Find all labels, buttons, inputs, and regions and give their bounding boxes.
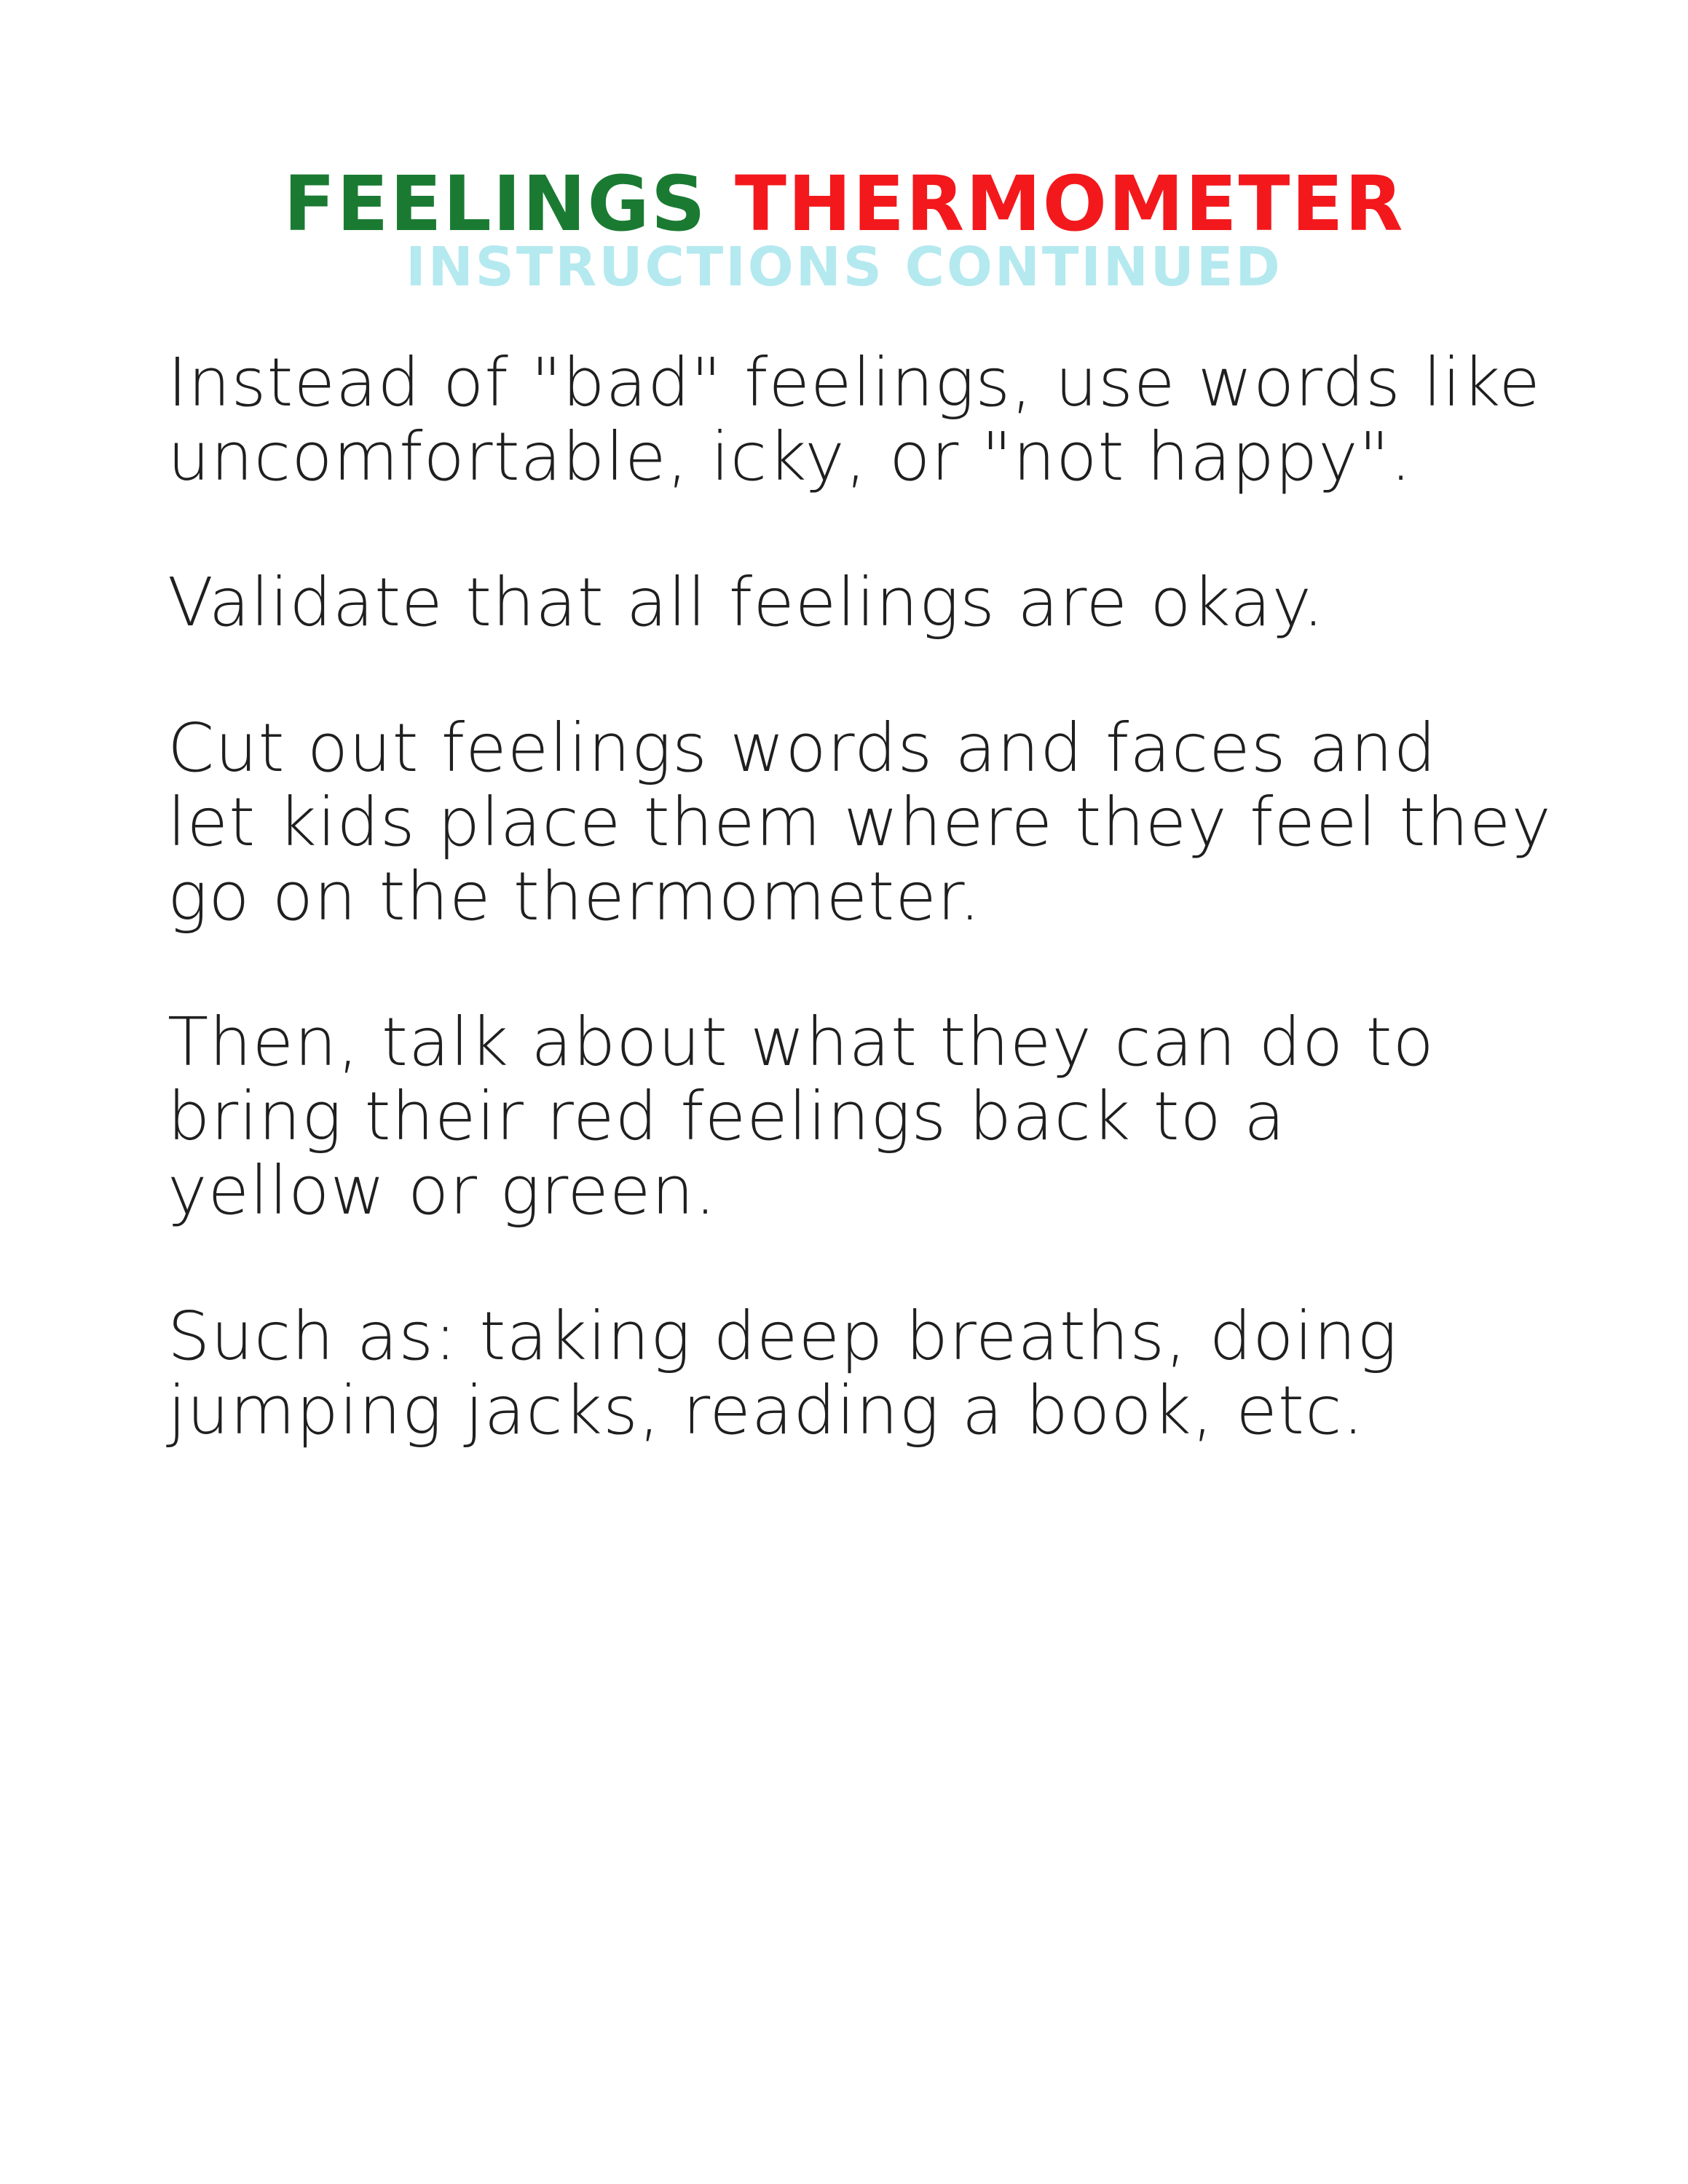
header — [0, 159, 1688, 298]
instruction-line: Cut out feelings words and faces and — [167, 709, 1437, 787]
instruction-line: bring their red feelings back to a — [167, 1077, 1286, 1155]
page-title — [0, 159, 1688, 248]
instruction-paragraph — [167, 711, 1609, 934]
instruction-line: Such as: taking deep breaths, doing — [167, 1297, 1398, 1375]
instruction-line: Instead of "bad" feelings, use words like — [167, 344, 1541, 422]
instruction-line: Then, talk about what they can do to — [167, 1003, 1435, 1081]
instruction-line: yellow or green. — [167, 1152, 717, 1230]
page-subtitle: INSTRUCTIONS CONTINUED — [406, 236, 1282, 298]
instruction-paragraph — [167, 1299, 1609, 1448]
instruction-line: go on the thermometer. — [167, 858, 982, 935]
instruction-paragraph — [167, 1005, 1609, 1228]
instruction-line: jumping jacks, reading a book, etc. — [167, 1372, 1365, 1449]
instruction-paragraph — [167, 563, 1609, 641]
instruction-line: Validate that all feelings are okay. — [167, 563, 1325, 641]
instruction-line: uncomfortable, icky, or "not happy". — [167, 418, 1413, 496]
instruction-paragraph — [167, 346, 1609, 494]
title-word-feelings: FEELINGS — [283, 159, 707, 248]
instruction-line: let kids place them where they feel they — [167, 783, 1552, 861]
instructions-body — [167, 346, 1609, 1519]
title-word-thermometer: THERMOMETER — [735, 159, 1405, 248]
